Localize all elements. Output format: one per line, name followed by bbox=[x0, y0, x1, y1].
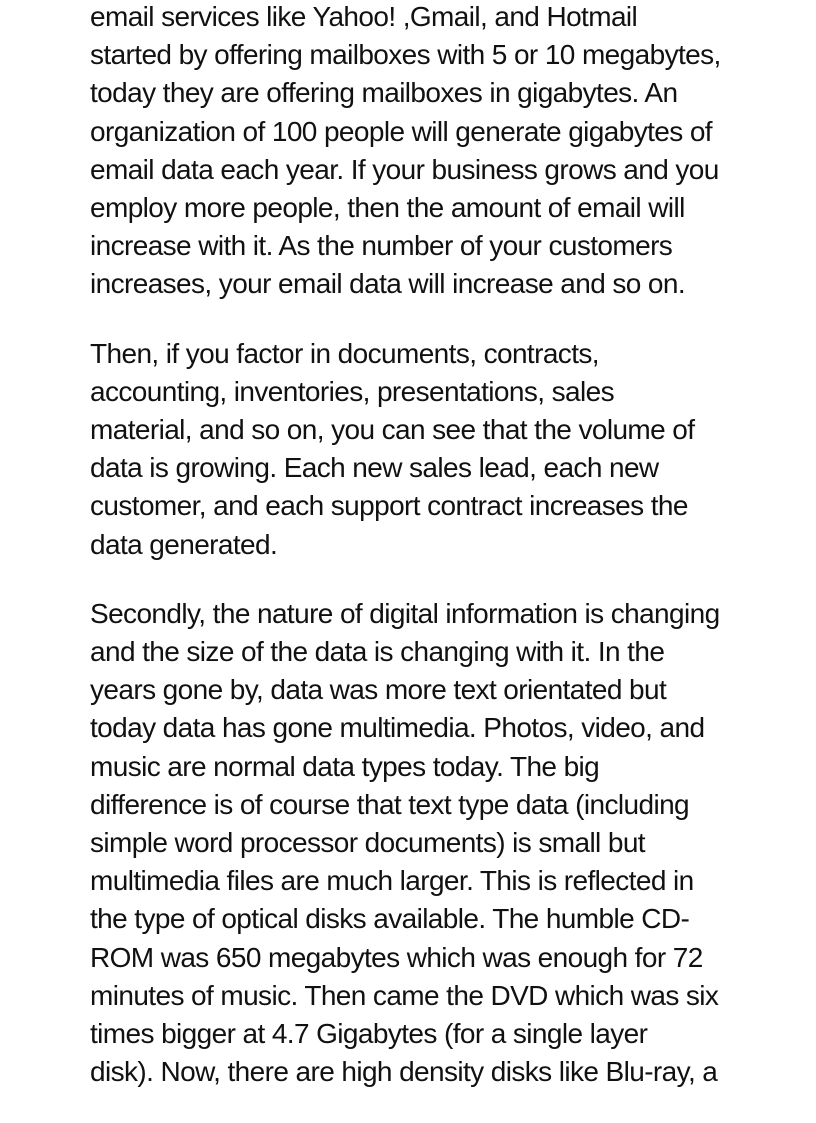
document-page bbox=[90, 0, 810, 1091]
paragraph-email-growth: email services like Yahoo! ,Gmail, and Hotmail started by offering mailboxes with 5 or 10 megabytes, today they are offering mailboxes in gigabytes. An organization of 100 people will generate gigabytes of email data each year. If your business grows and you employ more people, then the amount of email will increase with it. As the number of your customers increases, your email data will increase and so on. bbox=[90, 1, 721, 300]
paragraph-documents-volume: Then, if you factor in documents, contracts, accounting, inventories, presentations, sales material, and so on, you can see that the volume of data is growing. Each new sales lead, each new customer, and each support contract increases the data generated. bbox=[90, 337, 695, 560]
paragraph-multimedia-data: Secondly, the nature of digital information is changing and the size of the data is changing with it. In the years gone by, data was more text orientated but today data has gone multimedia. Photos, video, and music are normal data types today. The big difference is of course that text type data (including simple word processor documents) is small but multimedia files are much larger. This is reflected in the type of optical disks available. The humble CD- ROM was 650 megabytes which was enough for 72 minutes of music. Then came the DVD which was six times bigger at 4.7 Gigabytes (for a single layer disk). Now, there are high density disks like Blu-ray, a bbox=[90, 597, 720, 1088]
